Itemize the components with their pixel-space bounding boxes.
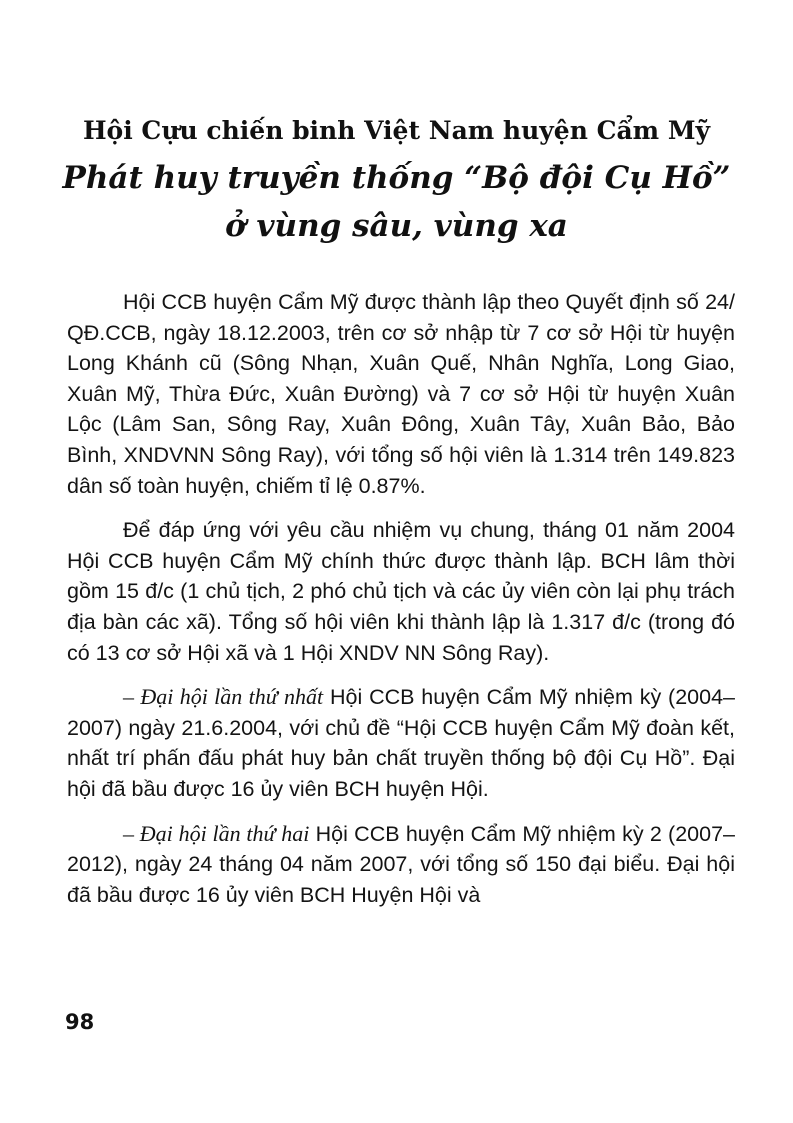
paragraph-lead: – Đại hội lần thứ hai bbox=[123, 820, 310, 846]
page-number: 98 bbox=[65, 1010, 95, 1034]
paragraph-text: Hội CCB huyện Cẩm Mỹ được thành lập theo Quyết định số 24/ QĐ.CCB, ngày 18.12.2003, trên cơ sở nhập từ 7 cơ sở Hội từ huyện Long Khánh cũ (Sông Nhạn, Xuân Quế, Nhân Nghĩa, Long Giao, Xuân Mỹ, Thừa Đức, Xuân Đường) và 7 cơ sở Hội từ huyện Xuân Lộc (Lâm San, Sông Ray, Xuân Đông, Xuân Tây, Xuân Bảo, Bảo Bình, XNDVNN Sông Ray), với tổng số hội viên là 1.314 trên 149.823 dân số toàn huyện, chiếm tỉ lệ 0.87%. bbox=[67, 290, 735, 498]
organization-heading: Hội Cựu chiến binh Việt Nam huyện Cẩm Mỹ bbox=[82, 116, 711, 145]
article-body bbox=[67, 287, 735, 924]
paragraph-establishment bbox=[67, 515, 735, 668]
paragraph-second-congress bbox=[67, 819, 735, 911]
article-title-line-2: ở vùng sâu, vùng xa bbox=[225, 208, 568, 244]
paragraph-first-congress bbox=[67, 682, 735, 804]
paragraph-text: Hội CCB huyện Cẩm Mỹ nhiệm kỳ (2004–2007) ngày 21.6.2004, với chủ đề “Hội CCB huyện Cẩm Mỹ đoàn kết, nhất trí phấn đấu phát huy bản chất truyền thống bộ đội Cụ Hồ”. Đại hội đã bầu được 16 ủy viên BCH huyện Hội. bbox=[67, 685, 735, 801]
paragraph-text: Hội CCB huyện Cẩm Mỹ nhiệm kỳ 2 (2007–2012), ngày 24 tháng 04 năm 2007, với tổng số 150 đại biểu. Đại hội đã bầu được 16 ủy viên BCH Huyện Hội và bbox=[67, 821, 735, 907]
article-title-line-1: Phát huy truyền thống “Bộ đội Cụ Hồ” bbox=[62, 160, 731, 196]
paragraph-founding bbox=[67, 287, 735, 501]
paragraph-lead: – Đại hội lần thứ nhất bbox=[123, 684, 324, 710]
paragraph-text: Để đáp ứng với yêu cầu nhiệm vụ chung, tháng 01 năm 2004 Hội CCB huyện Cẩm Mỹ chính thức được thành lập. BCH lâm thời gồm 15 đ/c (1 chủ tịch, 2 phó chủ tịch và các ủy viên còn lại phụ trách địa bàn các xã). Tổng số hội viên khi thành lập là 1.317 đ/c (trong đó có 13 cơ sở Hội xã và 1 Hội XNDV NN Sông Ray). bbox=[67, 518, 735, 665]
